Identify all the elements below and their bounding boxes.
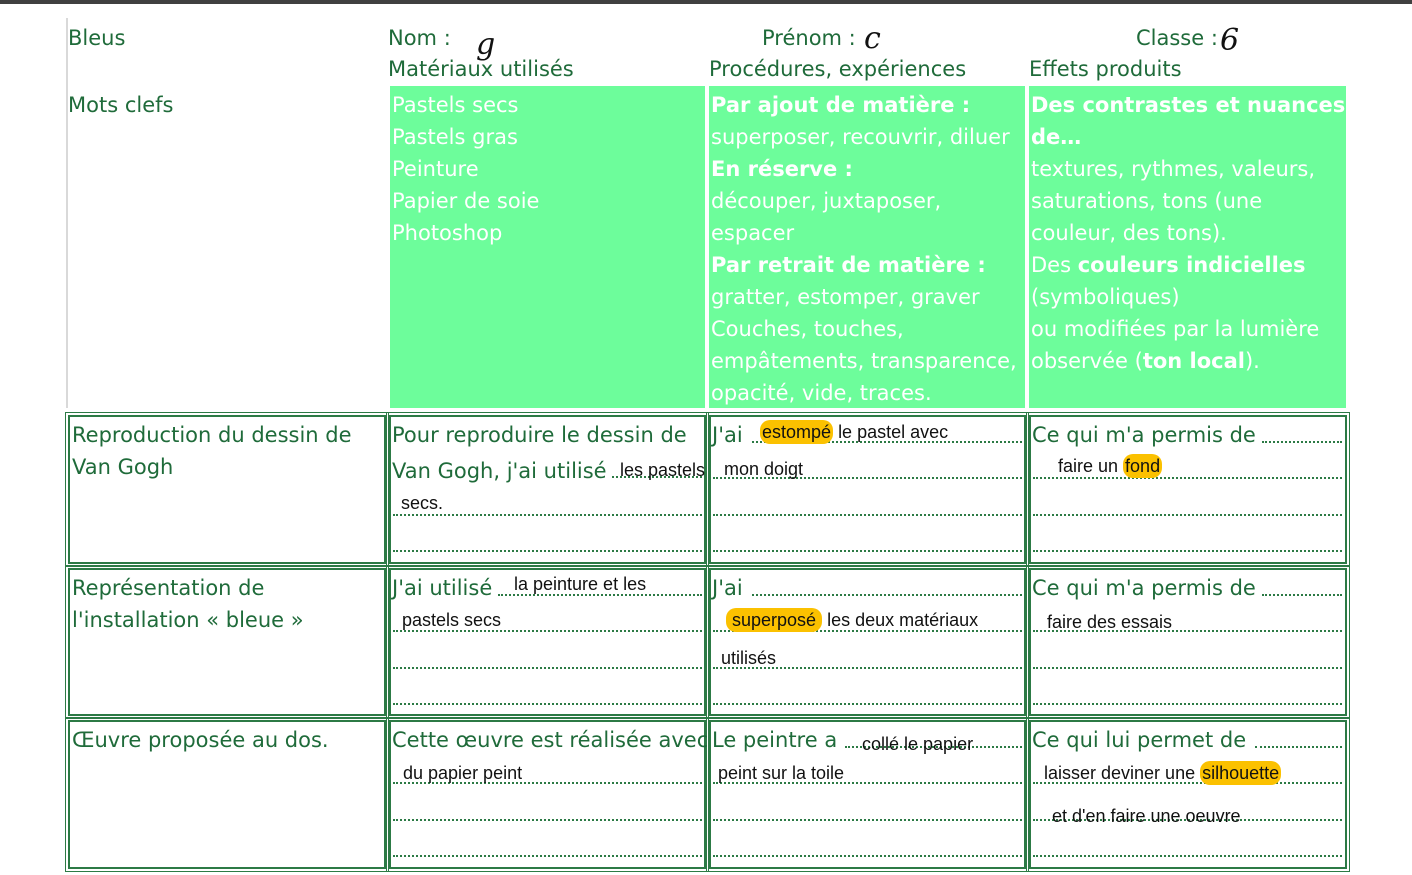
- subject-title: Bleus: [68, 26, 126, 50]
- highlight-keyword: estompé: [762, 422, 832, 442]
- nom-handwritten: g: [476, 27, 496, 62]
- procedure-text: découper, juxtaposer,: [711, 189, 942, 213]
- answer-text: faire un: [1058, 456, 1124, 476]
- dotted-line: [1262, 594, 1342, 596]
- effects-text: observée (: [1031, 349, 1143, 373]
- highlight-keyword: superposé: [726, 608, 822, 632]
- answer-text: le pastel avec: [838, 422, 949, 442]
- col-procedures-heading: Procédures, expériences: [709, 57, 967, 81]
- row1-materials-answer-2[interactable]: secs.: [401, 493, 444, 513]
- row3-materials-answer[interactable]: du papier peint: [403, 763, 523, 783]
- effects-bold: ton local: [1142, 349, 1245, 373]
- effects-text: textures, rythmes, valeurs,: [1031, 157, 1316, 181]
- row2-procedures-answer[interactable]: [726, 609, 978, 631]
- effects-text: Des: [1031, 253, 1078, 277]
- dotted-line: [393, 550, 702, 552]
- dotted-line: [1033, 703, 1342, 705]
- procedure-text: superposer, recouvrir, diluer: [711, 125, 1010, 149]
- highlight-keyword: fond: [1125, 456, 1161, 476]
- row2-title-line2: l'installation « bleue »: [72, 608, 304, 632]
- effects-text: couleur, des tons).: [1031, 221, 1227, 245]
- material-item: Papier de soie: [392, 189, 540, 213]
- dotted-line: [393, 819, 702, 821]
- answer-text: laisser deviner une: [1044, 763, 1201, 783]
- procedure-heading: Par retrait de matière :: [711, 253, 986, 277]
- row1-title-line1: Reproduction du dessin de: [72, 423, 352, 447]
- row3-procedures-answer-2[interactable]: peint sur la toile: [718, 763, 845, 783]
- dotted-line: [1033, 855, 1342, 857]
- effects-text: ).: [1244, 349, 1260, 373]
- row2-effects-prompt: Ce qui m'a permis de: [1032, 576, 1256, 600]
- row3-procedures-prompt: Le peintre a: [712, 728, 838, 752]
- row2-procedures-cell[interactable]: [709, 568, 1026, 716]
- material-item: Peinture: [392, 157, 479, 181]
- prenom-label: Prénom :: [762, 26, 856, 50]
- answer-text: les deux matériaux: [822, 610, 979, 630]
- row1-materials-prompt: Pour reproduire le dessin de: [392, 423, 687, 447]
- dotted-line: [713, 514, 1022, 516]
- materials-keywords-box: [390, 86, 705, 408]
- effects-heading: Des contrastes et nuances: [1031, 93, 1346, 117]
- row3-materials-prompt: Cette œuvre est réalisée avec: [392, 728, 709, 752]
- row1-materials-prompt-2: Van Gogh, j'ai utilisé: [392, 459, 607, 483]
- procedure-text: empâtements, transparence,: [711, 349, 1017, 373]
- procedure-heading: Par ajout de matière :: [711, 93, 971, 117]
- procedure-text: Couches, touches,: [711, 317, 904, 341]
- row1-effects-prompt: Ce qui m'a permis de: [1032, 423, 1256, 447]
- effects-bold: couleurs indicielles: [1077, 253, 1306, 277]
- dotted-line: [713, 550, 1022, 552]
- effects-text: saturations, tons (une: [1031, 189, 1263, 213]
- row2-procedures-answer-2[interactable]: utilisés: [721, 648, 777, 668]
- row3-procedures-answer[interactable]: collé le papier: [862, 734, 974, 754]
- dotted-line: [1033, 667, 1342, 669]
- dotted-line: [713, 819, 1022, 821]
- effects-text: ou modifiées par la lumière: [1031, 317, 1320, 341]
- row2-materials-prompt: J'ai utilisé: [392, 576, 493, 600]
- effects-keywords-box: [1029, 86, 1346, 408]
- row1-procedures-answer[interactable]: [760, 421, 948, 443]
- col-effects-heading: Effets produits: [1029, 57, 1182, 81]
- dotted-line: [1262, 441, 1342, 443]
- dotted-line: [1033, 550, 1342, 552]
- row1-effects-answer[interactable]: [1058, 455, 1162, 477]
- effects-text: (symboliques): [1031, 285, 1180, 309]
- classe-handwritten: 6: [1220, 23, 1240, 58]
- row2-materials-answer[interactable]: la peinture et les: [514, 574, 647, 594]
- procedure-heading: En réserve :: [711, 157, 853, 181]
- row3-effects-prompt: Ce qui lui permet de: [1032, 728, 1247, 752]
- row3-title: Œuvre proposée au dos.: [72, 728, 329, 752]
- window-top-border: [0, 0, 1412, 4]
- row1-procedures-answer-2[interactable]: mon doigt: [724, 459, 804, 479]
- procedure-text: gratter, estomper, graver: [711, 285, 980, 309]
- dotted-line: [713, 855, 1022, 857]
- page-left-margin-line: [66, 18, 68, 408]
- row1-title-line2: Van Gogh: [72, 455, 174, 479]
- dotted-line: [752, 594, 1022, 596]
- highlight-keyword: silhouette: [1202, 763, 1280, 783]
- row3-effects-answer-2[interactable]: et d'en faire une oeuvre: [1052, 806, 1241, 826]
- row2-title-line1: Représentation de: [72, 576, 265, 600]
- dotted-line: [1033, 477, 1342, 479]
- dotted-line: [393, 667, 702, 669]
- procedure-text: espacer: [711, 221, 795, 245]
- col-materials-heading: Matériaux utilisés: [388, 57, 574, 81]
- row1-procedures-prompt: J'ai: [712, 423, 743, 447]
- effects-heading: de…: [1031, 125, 1082, 149]
- procedure-text: opacité, vide, traces.: [711, 381, 932, 405]
- keywords-label: Mots clefs: [68, 93, 174, 117]
- classe-label: Classe :: [1136, 26, 1218, 50]
- row2-procedures-prompt: J'ai: [712, 576, 743, 600]
- material-item: Pastels gras: [392, 125, 518, 149]
- material-item: Pastels secs: [392, 93, 519, 117]
- dotted-line: [393, 514, 702, 516]
- row2-effects-answer[interactable]: faire des essais: [1047, 612, 1173, 632]
- dotted-line: [713, 703, 1022, 705]
- row1-materials-answer[interactable]: les pastels: [620, 460, 706, 480]
- dotted-line: [1033, 514, 1342, 516]
- row3-effects-answer[interactable]: [1044, 762, 1281, 784]
- nom-label: Nom :: [388, 26, 451, 50]
- dotted-line: [393, 855, 702, 857]
- prenom-handwritten: c: [864, 21, 881, 56]
- procedures-keywords-box: [709, 86, 1025, 408]
- row2-materials-answer-2[interactable]: pastels secs: [402, 610, 502, 630]
- material-item: Photoshop: [392, 221, 503, 245]
- dotted-line: [393, 703, 702, 705]
- dotted-line: [1255, 746, 1342, 748]
